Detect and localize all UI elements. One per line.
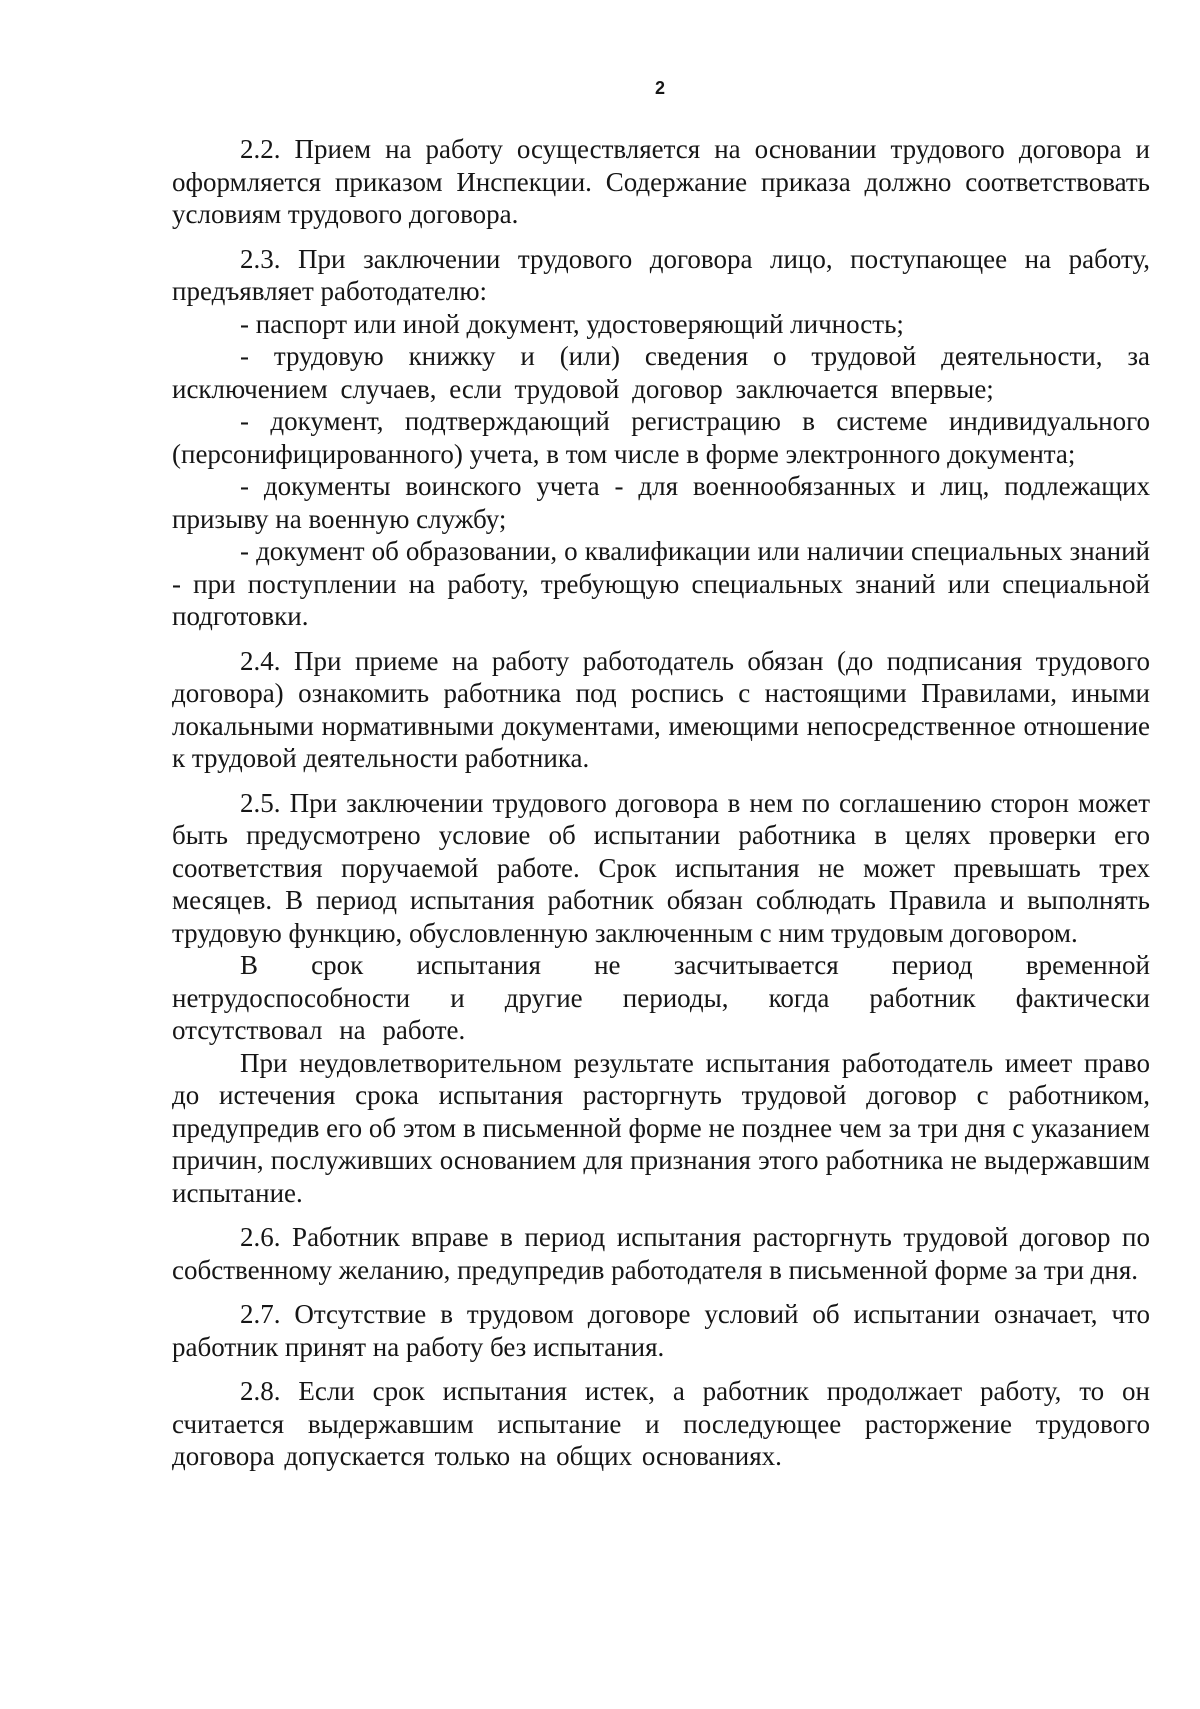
section-2-3-item-passport: - паспорт или иной документ, удостоверяющий личность; (240, 308, 904, 339)
section-2-3-item-education: - документ об образовании, о квалификации или наличии специальных знаний - при поступлении на работу, требующую специальных знаний или специальной подготовки. (172, 536, 1150, 631)
section-2-5-paragraph-2: В срок испытания не засчитывается период временной нетрудоспособности и другие периоды, когда работник фактически отсутствовал на работе. (172, 950, 1150, 1045)
section-2-6: 2.6. Работник вправе в период испытания расторгнуть трудовой договор по собственному желанию, предупредив работодателя в письменной форме за три дня. (172, 1222, 1150, 1285)
section-2-5-paragraph-3: При неудовлетворительном результате испытания работодатель имеет право до истечения срока испытания расторгнуть трудовой договор с работником, предупредив его об этом в письменной форме не позднее чем за три дня с указанием причин, послуживших основанием для признания этого работника не выдержавшим испытание. (172, 1047, 1150, 1208)
section-2-8: 2.8. Если срок испытания истек, а работник продолжает работу, то он считается выдержавшим испытание и последующее расторжение трудового договора допускается только на общих основаниях. (172, 1376, 1150, 1471)
document-body (172, 133, 1150, 1485)
section-2-2: 2.2. Прием на работу осуществляется на основании трудового договора и оформляется приказом Инспекции. Содержание приказа должно соответствовать условиям трудового договора. (172, 134, 1150, 229)
section-2-3-item-registration: - документ, подтверждающий регистрацию в системе индивидуального (персонифицированного) учета, в том числе в форме электронного документа; (172, 406, 1150, 469)
section-2-7: 2.7. Отсутствие в трудовом договоре условий об испытании означает, что работник принят на работу без испытания. (172, 1299, 1150, 1362)
page-number: 2 (654, 78, 665, 98)
section-2-3-item-military: - документы воинского учета - для военнообязанных и лиц, подлежащих призыву на военную службу; (172, 471, 1150, 534)
section-2-4: 2.4. При приеме на работу работодатель обязан (до подписания трудового договора) ознакомить работника под роспись с настоящими Правилами, иными локальными нормативными документами, имеющими непосредственное отношение к трудовой деятельности работника. (172, 645, 1150, 773)
section-2-3-intro: 2.3. При заключении трудового договора лицо, поступающее на работу, предъявляет работодателю: (172, 243, 1150, 306)
section-2-3-item-work-book: - трудовую книжку и (или) сведения о трудовой деятельности, за исключением случаев, если трудовой договор заключается впервые; (172, 341, 1150, 404)
section-2-5-paragraph-1: 2.5. При заключении трудового договора в нем по соглашению сторон может быть предусмотрено условие об испытании работника в целях проверки его соответствия поручаемой работе. Срок испытания не может превышать трех месяцев. В период испытания работник обязан соблюдать Правила и выполнять трудовую функцию, обусловленную заключенным с ним трудовым договором. (172, 787, 1150, 948)
